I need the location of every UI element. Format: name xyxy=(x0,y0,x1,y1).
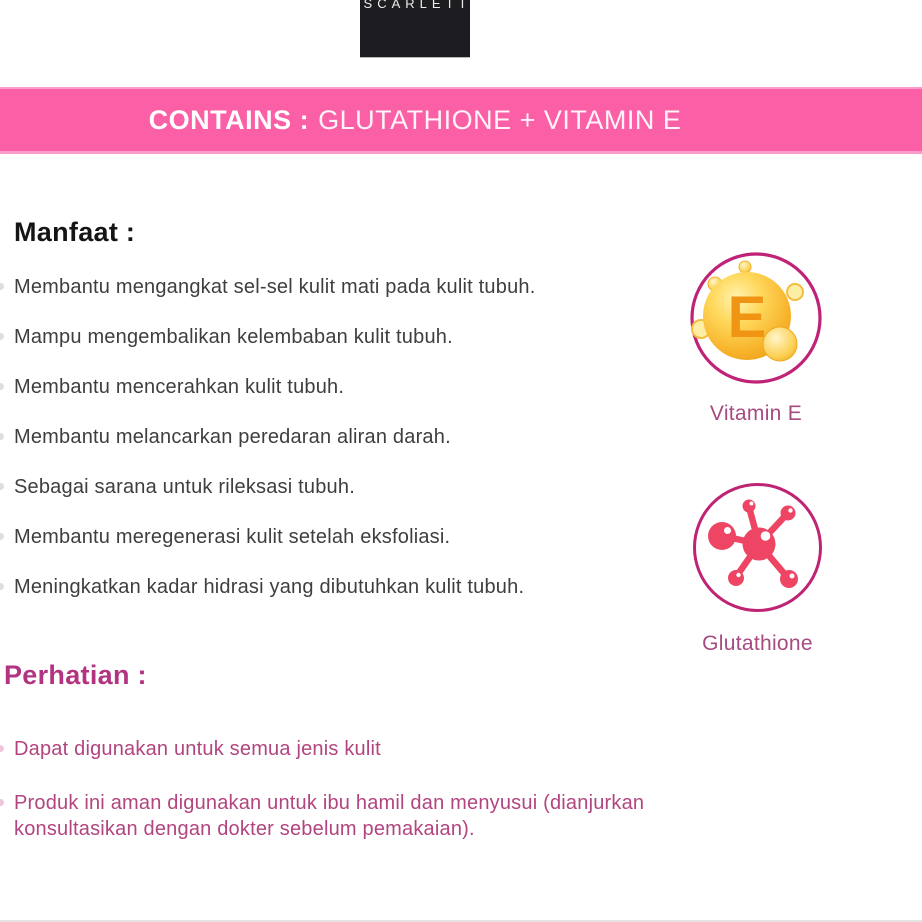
benefit-item xyxy=(14,526,535,548)
benefit-text: Mampu mengembalikan kelembaban kulit tubuh. xyxy=(14,326,453,348)
attention-item xyxy=(14,736,654,762)
bullet-icon xyxy=(0,383,4,390)
benefit-item xyxy=(14,576,535,598)
bullet-icon xyxy=(0,283,4,290)
bullet-icon xyxy=(0,483,4,490)
bullet-icon xyxy=(0,333,4,340)
benefit-item xyxy=(14,276,535,298)
contains-banner xyxy=(0,87,922,154)
ingredient-glutathione xyxy=(692,482,823,656)
svg-text:E: E xyxy=(727,285,767,350)
benefit-item xyxy=(14,426,535,448)
bullet-icon xyxy=(0,433,4,440)
attention-list xyxy=(14,736,654,842)
attention-item xyxy=(14,790,654,842)
benefit-item xyxy=(14,326,535,348)
bullet-icon xyxy=(0,583,4,590)
attention-heading: Perhatian : xyxy=(4,660,147,690)
brand-logo xyxy=(360,0,470,57)
benefits-heading: Manfaat : xyxy=(14,217,136,247)
contains-label: CONTAINS : xyxy=(148,104,310,135)
brand-name: SCARLETT xyxy=(363,0,472,11)
benefit-item xyxy=(14,476,535,498)
benefit-text: Membantu mencerahkan kulit tubuh. xyxy=(14,376,345,398)
vitamin-e-label: Vitamin E xyxy=(709,402,803,425)
attention-text: Dapat digunakan untuk semua jenis kulit xyxy=(14,738,381,760)
vitamin-e-capsule-icon xyxy=(689,251,823,385)
contains-value: GLUTATHIONE + VITAMIN E xyxy=(318,104,682,135)
attention-text: Produk ini aman digunakan untuk ibu hamil dan menyusui (dianjurkan konsultasikan dengan dokter sebelum pemakaian). xyxy=(14,792,645,840)
bullet-icon xyxy=(0,533,4,540)
glutathione-label: Glutathione xyxy=(702,632,813,655)
benefit-item xyxy=(14,376,535,398)
contains-banner-text xyxy=(0,105,830,136)
glutathione-molecule-icon xyxy=(692,482,823,613)
benefit-text: Membantu melancarkan peredaran aliran darah. xyxy=(14,426,451,448)
benefit-text: Meningkatkan kadar hidrasi yang dibutuhkan kulit tubuh. xyxy=(14,576,525,598)
bullet-icon xyxy=(0,799,4,806)
benefit-text: Sebagai sarana untuk rileksasi tubuh. xyxy=(14,476,355,498)
benefit-text: Membantu mengangkat sel-sel kulit mati pada kulit tubuh. xyxy=(14,276,536,298)
benefit-text: Membantu meregenerasi kulit setelah eksfoliasi. xyxy=(14,526,451,548)
benefits-list xyxy=(14,276,535,598)
bullet-icon xyxy=(0,745,4,752)
ingredient-vitamin-e xyxy=(689,251,823,426)
